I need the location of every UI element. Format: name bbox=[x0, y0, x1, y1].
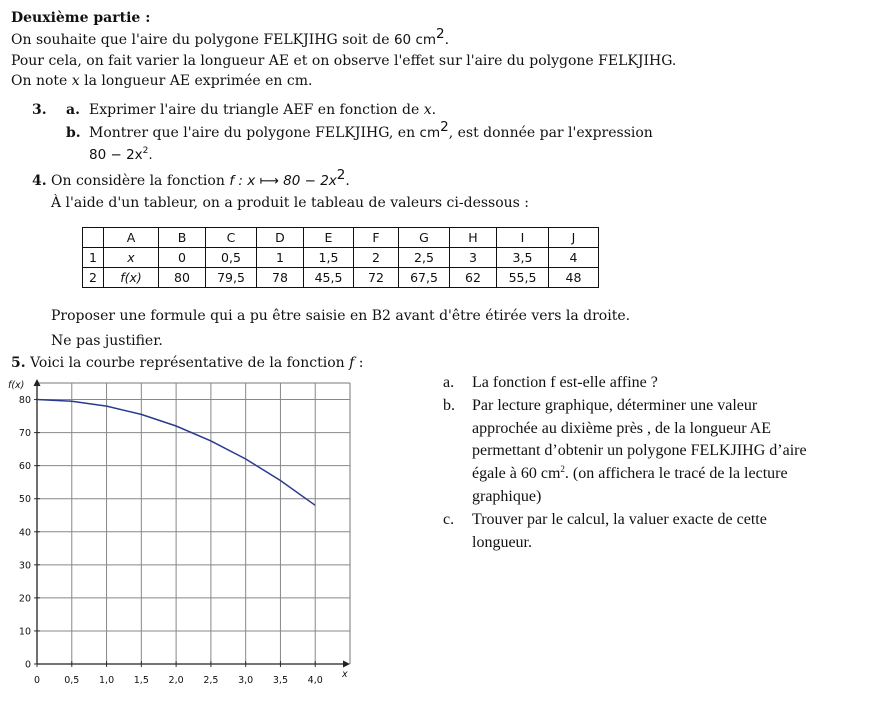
q4-func: f : x ⟼ 80 − 2x bbox=[229, 173, 337, 189]
q5-var: f bbox=[349, 355, 355, 371]
table-row-2 bbox=[83, 268, 599, 288]
q5-heading bbox=[11, 354, 363, 372]
q4-line-3: Proposer une formule qui a pu être saisie en B2 avant d'être étirée vers la droite. bbox=[51, 308, 631, 324]
q3a-text bbox=[89, 101, 436, 119]
right-q-b-line-4-sup: 2 bbox=[560, 464, 565, 474]
table-cell: 0,5 bbox=[206, 248, 257, 268]
q3b-expr: 80 − 2x bbox=[89, 147, 143, 163]
table-cell: 79,5 bbox=[206, 268, 257, 288]
table-cell: f(x) bbox=[104, 268, 159, 288]
table-cell: C bbox=[206, 228, 257, 248]
q3b-expr-end: . bbox=[148, 147, 153, 163]
intro-line-2: Pour cela, on fait varier la longueur AE et on observe l'effet sur l'aire du polygone FELKJIHG. bbox=[11, 53, 677, 69]
table-cell: 45,5 bbox=[304, 268, 354, 288]
table-cell: G bbox=[399, 228, 450, 248]
q3b-label: b. bbox=[66, 125, 81, 141]
right-q-b-line-1: Par lecture graphique, déterminer une valeur bbox=[472, 397, 758, 414]
table-cell bbox=[83, 228, 104, 248]
x-tick-label: 0,5 bbox=[64, 675, 80, 686]
y-tick-label: 60 bbox=[18, 461, 31, 473]
right-q-c-line-2: longueur. bbox=[472, 534, 532, 551]
y-tick-label: 20 bbox=[18, 593, 31, 605]
intro-line-3-prefix: On note bbox=[11, 73, 72, 89]
table-cell: 3 bbox=[450, 248, 497, 268]
table-cell: 55,5 bbox=[497, 268, 549, 288]
table-cell: 2 bbox=[354, 248, 399, 268]
y-tick-label: 30 bbox=[18, 560, 31, 572]
y-axis-label: f(x) bbox=[8, 380, 25, 391]
table-cell: 1 bbox=[83, 248, 104, 268]
table-cell: B bbox=[159, 228, 206, 248]
q3a-end: . bbox=[431, 102, 437, 118]
q4-func-end: . bbox=[345, 173, 350, 189]
table-cell: 0 bbox=[159, 248, 206, 268]
q4-line-2: À l'aide d'un tableur, on a produit le tableau de valeurs ci-dessous : bbox=[51, 195, 530, 211]
right-q-b-line-4 bbox=[472, 463, 788, 486]
q5-text: Voici la courbe représentative de la fonction bbox=[30, 355, 350, 371]
right-q-a bbox=[443, 372, 454, 395]
x-axis-label: x bbox=[342, 669, 348, 680]
q4-func-sup: 2 bbox=[336, 167, 346, 183]
q3a-label: a. bbox=[66, 102, 80, 118]
right-q-a-text: La fonction f est-elle affine ? bbox=[472, 374, 658, 391]
q3b-unit: cm bbox=[419, 125, 441, 141]
table-cell: D bbox=[257, 228, 304, 248]
intro-line-3-var: x bbox=[71, 73, 80, 89]
table-cell: 1 bbox=[257, 248, 304, 268]
intro-line-1-value: 60 cm bbox=[393, 32, 437, 48]
q4-line-4: Ne pas justifier. bbox=[51, 333, 163, 349]
q5-end: : bbox=[354, 355, 364, 371]
y-tick-label: 40 bbox=[18, 527, 31, 539]
right-q-c-line-1: Trouver par le calcul, la valuer exacte de cette bbox=[472, 511, 767, 528]
intro-line-1-sup: 2 bbox=[436, 26, 445, 42]
table-cell: F bbox=[354, 228, 399, 248]
x-tick-label: 0 bbox=[33, 675, 41, 686]
intro-line-1-suffix: . bbox=[444, 32, 450, 48]
part-title: Deuxième partie : bbox=[11, 10, 151, 26]
x-tick-label: 1,0 bbox=[99, 675, 115, 686]
y-tick-label: 80 bbox=[18, 395, 31, 407]
table-row-1 bbox=[83, 248, 599, 268]
table-cell: 48 bbox=[549, 268, 599, 288]
table-cell: 2,5 bbox=[399, 248, 450, 268]
q3a-text-main: Exprimer l'aire du triangle AEF en fonction de bbox=[89, 102, 424, 118]
x-axis-arrow bbox=[343, 661, 350, 668]
x-tick-label: 3,0 bbox=[238, 675, 254, 686]
right-q-b-line-3: permettant d’obtenir un polygone FELKJIHG d’aire bbox=[472, 442, 807, 459]
intro-line-3 bbox=[11, 72, 312, 90]
q3b-text-main: Montrer que l'aire du polygone FELKJIHG, en bbox=[89, 125, 420, 141]
table-header-row bbox=[83, 228, 599, 248]
y-tick-label: 70 bbox=[18, 428, 31, 440]
table-cell: 80 bbox=[159, 268, 206, 288]
q3b-text-2: , est donnée par l'expression bbox=[448, 125, 653, 141]
q4-text-main: On considère la fonction bbox=[51, 173, 230, 189]
x-tick-label: 1,5 bbox=[133, 675, 149, 686]
right-q-b-line-2: approchée au dixième près , de la longueur AE bbox=[472, 420, 771, 437]
table-cell: 4 bbox=[549, 248, 599, 268]
table-cell: E bbox=[304, 228, 354, 248]
q3a-var: x bbox=[423, 102, 432, 118]
table-cell: I bbox=[497, 228, 549, 248]
y-tick-label: 0 bbox=[24, 659, 31, 671]
right-q-c-label: c. bbox=[443, 511, 455, 528]
intro-line-1 bbox=[11, 26, 450, 49]
q3-number: 3. bbox=[32, 102, 47, 118]
q4-text bbox=[51, 167, 350, 190]
table-cell: J bbox=[549, 228, 599, 248]
right-q-b-line-4-prefix: égale à 60 cm bbox=[472, 465, 561, 482]
spreadsheet-table bbox=[82, 227, 599, 288]
table-cell: 62 bbox=[450, 268, 497, 288]
right-q-a-label: a. bbox=[443, 374, 455, 391]
intro-line-3-suffix: la longueur AE exprimée en cm. bbox=[79, 73, 313, 89]
x-tick-label: 4,0 bbox=[307, 675, 323, 686]
table-cell: 2 bbox=[83, 268, 104, 288]
right-q-b-label: b. bbox=[443, 397, 455, 414]
q3b-text bbox=[89, 119, 653, 142]
table-cell: x bbox=[104, 248, 159, 268]
table-cell: H bbox=[450, 228, 497, 248]
table-cell: 78 bbox=[257, 268, 304, 288]
right-q-b-line-4-suffix: . (on affichera le tracé de la lecture bbox=[564, 465, 788, 482]
q3b-sup: 2 bbox=[440, 119, 449, 135]
table-cell: 3,5 bbox=[497, 248, 549, 268]
y-tick-label: 50 bbox=[18, 494, 31, 506]
table-cell: 72 bbox=[354, 268, 399, 288]
intro-line-1-prefix: On souhaite que l'aire du polygone FELKJIHG soit de bbox=[11, 32, 394, 48]
x-tick-label: 3,5 bbox=[272, 675, 288, 686]
right-q-b-line-5: graphique) bbox=[472, 488, 542, 505]
y-tick-label: 10 bbox=[18, 626, 31, 638]
table-cell: 67,5 bbox=[399, 268, 450, 288]
q3b-expression bbox=[89, 146, 153, 164]
q4-number: 4. bbox=[32, 173, 47, 189]
q3b-expr-sup: 2 bbox=[142, 146, 149, 156]
table-cell: A bbox=[104, 228, 159, 248]
x-tick-label: 2,0 bbox=[168, 675, 184, 686]
q5-number: 5. bbox=[11, 355, 26, 371]
x-tick-label: 2,5 bbox=[203, 675, 219, 686]
function-graph bbox=[0, 374, 380, 709]
table-cell: 1,5 bbox=[304, 248, 354, 268]
